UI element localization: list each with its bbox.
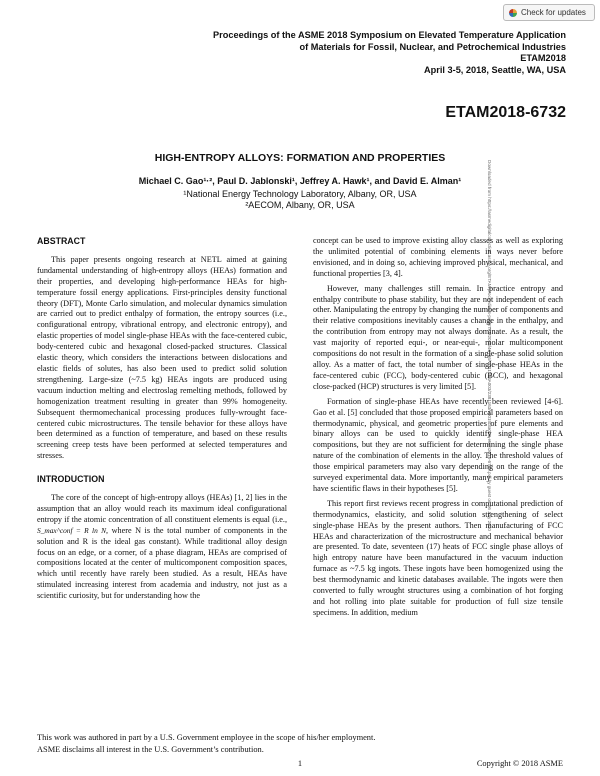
- footer-disclaimer: ASME disclaims all interest in the U.S. Government’s contribution.: [37, 745, 264, 754]
- abstract-text: This paper presents ongoing research at NETL aimed at gaining fundamental understanding of high-entropy alloys (HEAs) formation and their properties, and developing high-performance HEAs for high-temperature fossil energy applications. First-principles density functional theory (DFT), Monte Carlo simulation, and molecular dynamics simulation are carried out to predict enthalpy of formation, the entropy sources (i.e., configurational entropy, vibrational entropy, and electronic entropy), and elastic properties of model single-phase HEAs with the face-centered cubic, body-centered cubic and hexagonal closed-packed structures. Classical elastic theory, which considers the interactions between dislocations and elastic fields of solutes, has also been used to predict solid solution strengthening. Large-size (~7.5 kg) HEAs ingots are produced using vacuum induction melting and electroslag remelting methods, followed by homogenization treatment resulting in greater than 99% homogeneity. Subsequent thermomechanical processing produces fully-wrought face-centered cubic microstructures. The tensile behavior for these alloys have been determined as a function of temperature, and based on these results screening creep tests have been performed at selected temperatures and stresses.: [37, 254, 287, 461]
- header-line-2: of Materials for Fossil, Nuclear, and Petrochemical Industries: [299, 41, 566, 52]
- intro-text-a: The core of the concept of high-entropy alloys (HEAs) [1, 2] lies in the assumption that an alloy would reach its maximum ideal configurational entropy if the atomic concentration of all constituent elements is equal (i.e.,: [37, 493, 287, 524]
- copyright: Copyright © 2018 ASME: [476, 759, 563, 768]
- proceedings-header: [213, 30, 566, 76]
- formation-paragraph: Formation of single-phase HEAs have recently been reviewed [4-6]. Gao et al. [5] concluded that those proposed empirical parameters based on thermodynamic, physical, and geometric properties of pure elements and binary alloys can be used to quickly identify single-phase HEA compositions, but they are not sufficient for determining the single phase nature of the combination of elements in the alloy. The threshold values of those empirical parameters may also vary depending on the range of the surveyed experimental data. More importantly, many empirical parameters have scientific flaws in their hypotheses [5].: [313, 396, 563, 493]
- author-list: Michael C. Gao¹·², Paul D. Jablonski¹, Jeffrey A. Hawk¹, and David E. Alman¹: [138, 176, 462, 186]
- right-column: [313, 236, 563, 623]
- footer-government-note: This work was authored in part by a U.S. Government employee in the scope of his/her employment.: [37, 733, 376, 742]
- intro-text-b: , where N is the total number of components in the solution and R is the ideal gas constant). While traditional alloy design focus on an edge, or a corner, of a phase diagram, HEAs are comprised of compositions located at the center of multicomponent composition spaces, which until recently have rarely been studied. As a result, HEAs have stimulated increasing interest from academia and industry, not just as a scientific curiosity, but for understanding how the: [37, 525, 287, 601]
- continued-paragraph: concept can be used to improve existing alloy classes as well as exploring the unlimited potential of combining elements in ways never before envisioned, and in doing so, achieving improved physical, mechanical, and functional properties [3, 4].: [313, 236, 563, 278]
- intro-paragraph: [37, 493, 287, 602]
- affiliation-1: ¹National Energy Technology Laboratory, Albany, OR, USA: [183, 189, 417, 199]
- paper-title: HIGH-ENTROPY ALLOYS: FORMATION AND PROPERTIES: [154, 152, 446, 164]
- header-line-1: Proceedings of the ASME 2018 Symposium on Elevated Temperature Application: [213, 30, 566, 40]
- left-column: [37, 236, 287, 606]
- paper-id: ETAM2018-6732: [445, 104, 566, 121]
- header-line-4: April 3-5, 2018, Seattle, WA, USA: [424, 64, 566, 75]
- header-line-3: ETAM2018: [520, 53, 566, 63]
- affiliation-2: ²AECOM, Albany, OR, USA: [245, 200, 355, 210]
- check-for-updates-label: Check for updates: [521, 8, 586, 17]
- page-number: 1: [297, 759, 303, 768]
- check-for-updates-badge[interactable]: [503, 4, 595, 21]
- crossmark-icon: [509, 9, 517, 17]
- abstract-heading: ABSTRACT: [37, 236, 86, 246]
- introduction-heading: INTRODUCTION: [37, 474, 105, 485]
- download-notice: Downloaded from https://asmedigitalcollection.asme.org/ETAM/proceedings-pdf/ETAM2018/40796/V001T03A003/2381163/v001t03a003-etam2018-6732.pdf by guest on 06 July 2020: [487, 160, 492, 531]
- challenges-paragraph: However, many challenges still remain. In practice entropy and enthalpy contribute to phase stability, but they are not independent of each other. Manipulating the entropy by changing the number of components and their relative compositions inevitably causes a change in the enthalpy, and the contribution from entropy may not always dominate. As a result, the vast majority of reported equi-, or near-equi-, molar multicomponent compositions do not result in the formation of a single-phase solid solution alloy. As a matter of fact, the total number of single-phase HEAs in the face-centered cubic (FCC), body-centered cubic (BCC), and hexagonal close-packed (HCP) structures is very limited [5].: [313, 283, 563, 391]
- entropy-formula: S_max^conf = R ln N: [37, 525, 107, 535]
- report-paragraph: This report first reviews recent progress in computational prediction of thermodynamics, elasticity, and solid solution strengthening of select single-phase HEAs by the present authors. Then manufacturing of FCC HEAs and characterization of the microstructure and mechanical behavior are presented. To date, seventeen (17) heats of FCC single phase alloys of high entropy nature have been manufactured in the vacuum induction furnace as ~7.5 kg ingots. These ingots have been homogenized using the best thermodynamic and kinetic databases available. The ingots were then converted to fully wrought structures using a combination of hot forging and hot rolling into plate suitable for production of full size tensile specimens. In addition, medium: [313, 498, 563, 617]
